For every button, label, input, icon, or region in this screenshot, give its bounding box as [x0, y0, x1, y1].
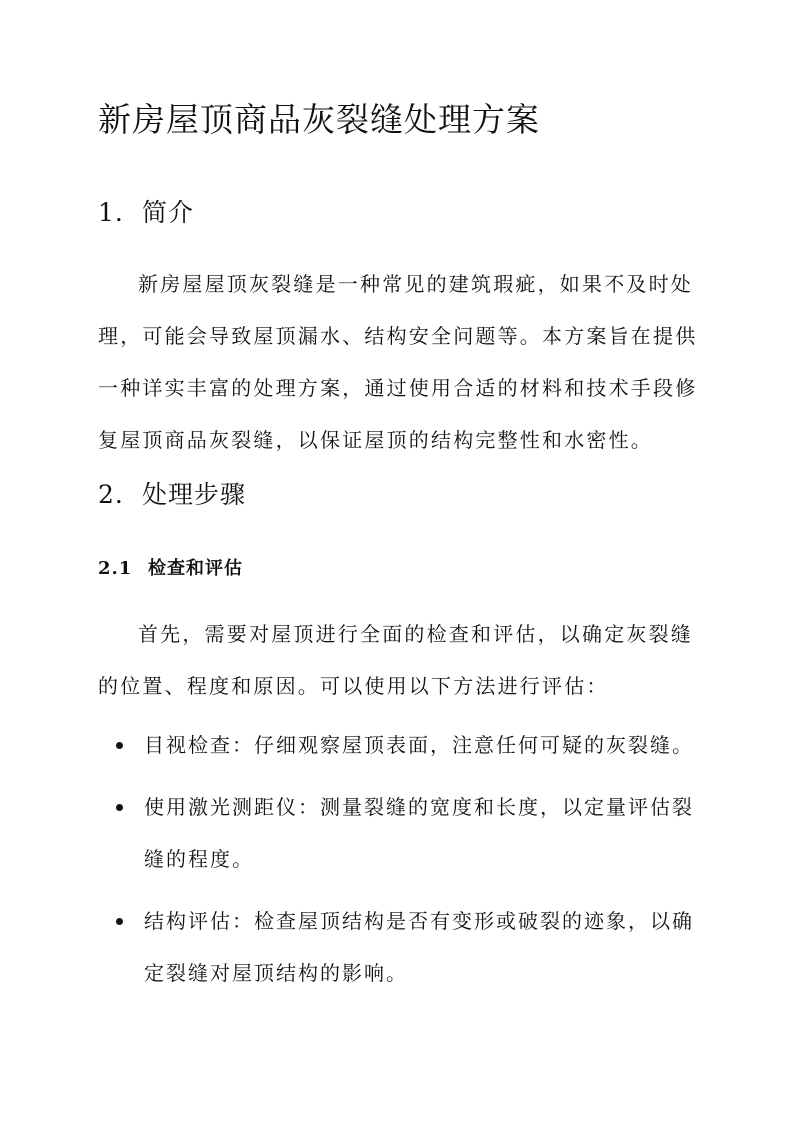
- bullet-dot: [116, 918, 123, 925]
- document-title: 新房屋顶商品灰裂缝处理方案: [98, 100, 540, 139]
- inspection-method-list: [98, 719, 698, 1009]
- subsection-number: 2.1: [98, 558, 133, 579]
- section-title: 处理步骤: [142, 480, 247, 509]
- bullet-dot: [116, 804, 123, 811]
- subsection-heading-inspection: [98, 555, 243, 583]
- section-title: 简介: [142, 198, 195, 227]
- list-item: [98, 781, 698, 885]
- section-number: 1.: [98, 198, 124, 227]
- list-item-text: 结构评估：检查屋顶结构是否有变形或破裂的迹象，以确定裂缝对屋顶结构的影响。: [144, 909, 694, 985]
- bullet-dot: [116, 742, 123, 749]
- list-item: [98, 719, 698, 771]
- list-item-text: 使用激光测距仪：测量裂缝的宽度和长度，以定量评估裂缝的程度。: [144, 795, 694, 871]
- section-heading-steps: [98, 477, 246, 513]
- section-number: 2.: [98, 480, 124, 509]
- subsection-title: 检查和评估: [148, 558, 243, 579]
- intro-paragraph: 新房屋屋顶灰裂缝是一种常见的建筑瑕疵，如果不及时处理，可能会导致屋顶漏水、结构安全问题等。本方案旨在提供一种详实丰富的处理方案，通过使用合适的材料和技术手段修复屋顶商品灰裂缝，以保证屋顶的结构完整性和水密性。: [98, 272, 698, 452]
- list-item-text: 目视检查：仔细观察屋顶表面，注意任何可疑的灰裂缝。: [144, 733, 694, 757]
- list-item: [98, 895, 698, 999]
- inspection-paragraph: 首先，需要对屋顶进行全面的检查和评估，以确定灰裂缝的位置、程度和原因。可以使用以下方法进行评估：: [98, 622, 693, 698]
- section-heading-intro: [98, 195, 194, 231]
